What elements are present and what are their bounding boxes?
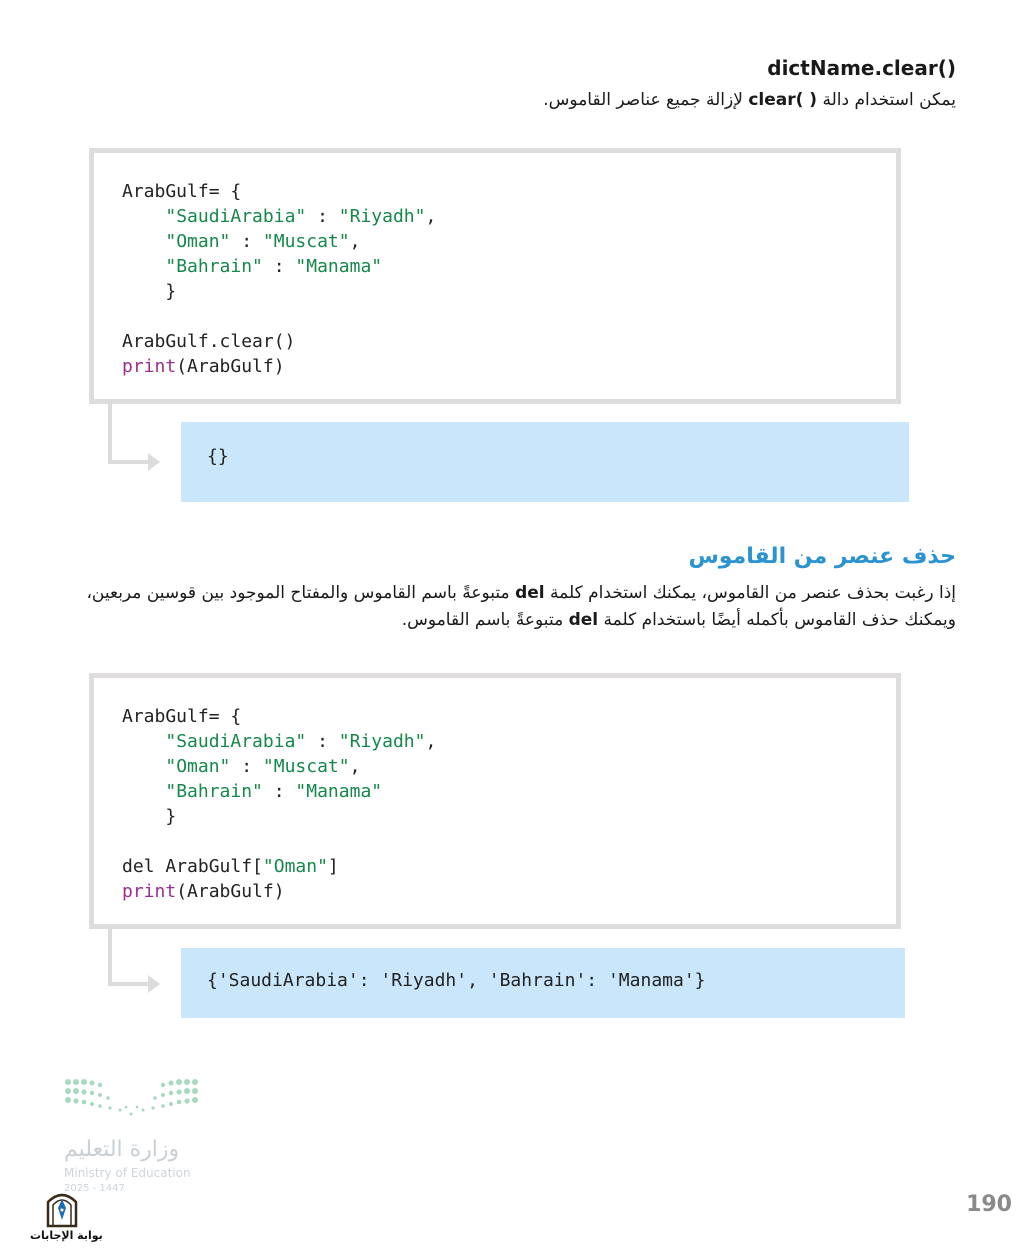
code-sep: : xyxy=(306,206,339,227)
arrow-right-icon xyxy=(148,975,160,993)
code-string: "Muscat" xyxy=(262,231,350,252)
portal-logo-icon xyxy=(44,1186,80,1228)
text: متبوعةً باسم القاموس. xyxy=(401,610,564,630)
code-string: "Riyadh" xyxy=(338,206,426,227)
code-string: "SaudiArabia" xyxy=(165,731,307,752)
text: ويمكنك حذف القاموس بأكمله أيضًا باستخدام كلمة xyxy=(603,610,956,630)
code-string: "SaudiArabia" xyxy=(165,206,307,227)
text: متبوعةً باسم القاموس والمفتاح الموجود بين قوسين مربعين، xyxy=(86,583,510,603)
output-connector xyxy=(108,460,148,464)
ministry-name-arabic: وزارة التعليم xyxy=(64,1137,180,1162)
code-sep: : xyxy=(306,731,339,752)
code-print-arg: (ArabGulf) xyxy=(176,356,285,377)
code-sep: : xyxy=(230,756,263,777)
code-string: "Bahrain" xyxy=(165,256,263,277)
code-del-suffix: ] xyxy=(327,856,339,877)
output-connector xyxy=(108,404,112,464)
page-number: 190 xyxy=(966,1192,1012,1217)
code-line: ArabGulf.clear() xyxy=(122,331,296,352)
output-connector xyxy=(108,929,112,985)
ministry-year: 2025 - 1447 xyxy=(64,1183,125,1194)
keyword-del: del xyxy=(568,610,599,630)
output-block-clear xyxy=(181,422,909,502)
code-keyword-print: print xyxy=(122,356,177,377)
code-keyword-print: print xyxy=(122,881,177,902)
code-block-clear: ArabGulf= { "SaudiArabia" : "Riyadh", "Oman" : "Muscat", "Bahrain" : "Manama" } ArabGulf.clear() print(ArabGulf) xyxy=(89,148,901,404)
code-string: "Oman" xyxy=(262,856,328,877)
intro-before: يمكن استخدام دالة xyxy=(822,90,956,110)
code-sep: : xyxy=(262,256,296,277)
output-connector xyxy=(108,982,148,986)
code-print-arg: (ArabGulf) xyxy=(176,881,285,902)
code-string: "Oman" xyxy=(165,756,231,777)
code-sep: : xyxy=(230,231,263,252)
portal-label: بوابة الإجابات xyxy=(30,1229,103,1242)
ministry-name-english: Ministry of Education xyxy=(64,1166,191,1180)
code-string: "Riyadh" xyxy=(338,731,426,752)
code-string: "Manama" xyxy=(295,256,383,277)
output-text: {'SaudiArabia': 'Riyadh', 'Bahrain': 'Manama'} xyxy=(207,970,706,991)
section-line-1 xyxy=(76,580,956,607)
ministry-logo-icon xyxy=(64,1078,199,1120)
code-close-brace: } xyxy=(165,281,177,302)
intro-after: لإزالة جميع عناصر القاموس. xyxy=(543,90,743,110)
code-line: ArabGulf= { xyxy=(122,181,242,202)
output-text: {} xyxy=(207,446,229,467)
code-string: "Bahrain" xyxy=(165,781,263,802)
section-title: حذف عنصر من القاموس xyxy=(688,544,956,569)
code-close-brace: } xyxy=(165,806,177,827)
output-block-del xyxy=(181,948,905,1018)
code-string: "Manama" xyxy=(295,781,383,802)
code-sep: : xyxy=(262,781,296,802)
code-block-del: ArabGulf= { "SaudiArabia" : "Riyadh", "Oman" : "Muscat", "Bahrain" : "Manama" } del ArabGulf["Oman"] print(ArabGulf) xyxy=(89,673,901,929)
intro-paragraph xyxy=(256,90,956,110)
section-paragraph xyxy=(76,580,956,634)
code-del-prefix: del ArabGulf[ xyxy=(122,856,263,877)
section-line-2 xyxy=(76,607,956,634)
text: إذا رغبت بحذف عنصر من القاموس، يمكنك استخدام كلمة xyxy=(550,583,956,603)
code-line: ArabGulf= { xyxy=(122,706,242,727)
keyword-del: del xyxy=(515,583,545,603)
intro-keyword: clear( ) xyxy=(748,90,818,110)
code-string: "Oman" xyxy=(165,231,231,252)
arrow-right-icon xyxy=(148,453,160,471)
code-string: "Muscat" xyxy=(262,756,350,777)
function-signature: dictName.clear() xyxy=(767,56,956,80)
